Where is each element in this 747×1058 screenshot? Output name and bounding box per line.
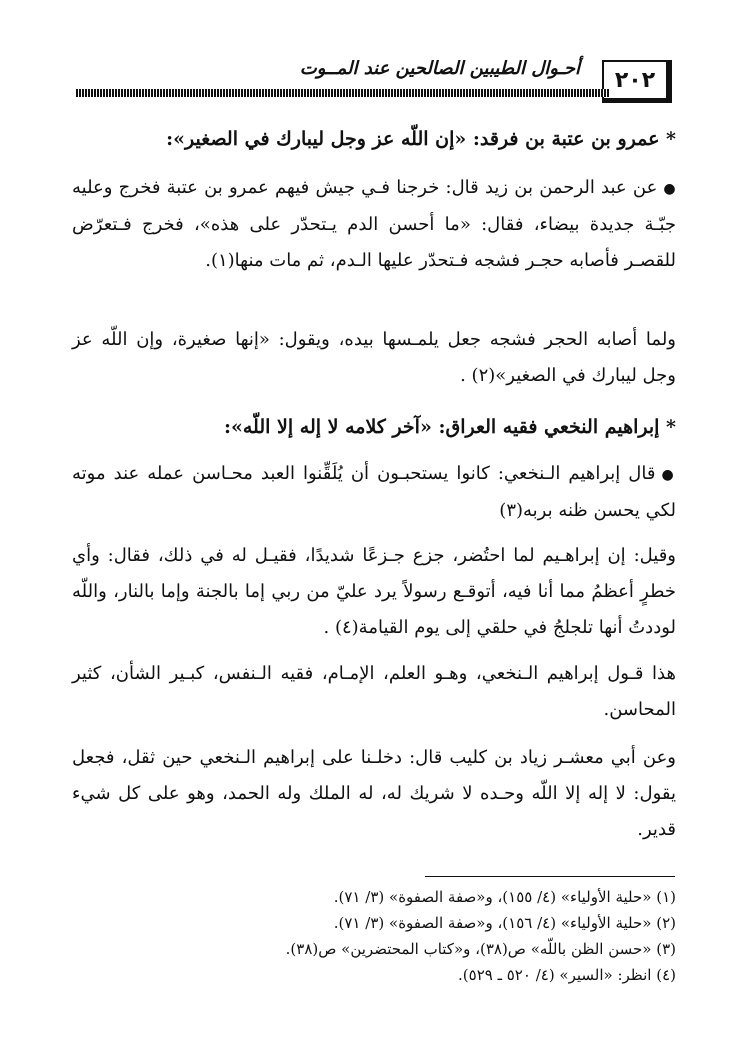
paragraph-text: قال إبراهيم الـنخعي: كانوا يستحبـون أن يُلَقِّنوا العبد محـاسن عمله عند موته لكي يحسن ظنه بربه(٣): [72, 463, 676, 521]
page-header: [70, 52, 676, 102]
page-number: ٢٠٢: [602, 60, 672, 103]
paragraph-text: وقيل: إن إبراهـيم لما احتُضر، جزع جـزعًا شديدًا، فقيـل له في ذلك، فقال: وأي خطرٍ أعظمُ مما أنا فيه، أتوقـع رسولاً يرد عليّ من ربي إما بالجنة وإما بالنار، واللّه لوددتُ أنها تلجلجُ في حلقي إلى يوم القيامة(٤) .: [72, 545, 676, 638]
footnote: (٢) «حلية الأولياء» (٤/ ١٥٦)، و«صفة الصفوة» (٣/ ٧١).: [333, 914, 676, 932]
paragraph-text: عن عبد الرحمن بن زيد قال: خرجنا فـي جيش فيهم عمرو بن عتبة فخرج وعليه جبّـة جديدة بيضاء، فقال: «ما أحسن الدم يـتحدّر على هذه»، فخرج فـتعرّض للقصـر فأصابه حجـر فشجه فـتحدّر عليها الـدم، ثم مات منها(١).: [72, 177, 676, 271]
section-1-heading-block: [72, 122, 676, 156]
section-heading: * إبراهيم النخعي فقيه العراق: «آخر كلامه لا إله إلا اللّه»:: [223, 416, 676, 438]
paragraph-text: وعن أبي معشـر زياد بن كليب قال: دخلـنا على إبراهيم الـنخعي حين ثقل، فجعل يقول: لا إله إلا اللّه وحـده لا شريك له، له الملك وله الحمد، وهو على كل شيء قدير.: [72, 747, 676, 840]
bullet-icon: ●: [663, 181, 677, 197]
header-rule: [76, 89, 610, 97]
section-2-para-3: [72, 656, 676, 728]
footnotes: [72, 884, 676, 988]
section-2-heading-block: [72, 410, 676, 444]
footnote: (٤) انظر: «السير» (٤/ ٥٢٠ ـ ٥٢٩).: [458, 966, 676, 984]
section-2-para-4: [72, 740, 676, 848]
footnote: (٣) «حسن الظن باللّه» ص(٣٨)، و«كتاب المحتضرين» ص(٣٨).: [285, 940, 676, 958]
paragraph-text: هذا قـول إبراهيم الـنخعي، وهـو العلم، الإمـام، فقيه الـنفس، كبـير الشأن، كثير المحاسن.: [72, 663, 676, 720]
section-2-para-2: [72, 538, 676, 646]
section-2-para-1: [72, 456, 676, 529]
bullet-icon: ●: [661, 467, 676, 483]
section-heading: * عمرو بن عتبة بن فرقد: «إن اللّه عز وجل ليبارك في الصغير»:: [166, 128, 676, 150]
paragraph-text: ولما أصابه الحجر فشجه جعل يلمـسها بيده، ويقول: «إنها صغيرة، وإن اللّه عز وجل ليبارك في الصغير»(٢) .: [72, 329, 676, 386]
section-1-para-2: [72, 322, 676, 394]
footnote-separator: [425, 876, 675, 877]
running-title: أحـوال الطيبين الصالحين عند المــوت: [299, 58, 580, 79]
section-1-para-1: [72, 170, 676, 279]
footnote: (١) «حلية الأولياء» (٤/ ١٥٥)، و«صفة الصفوة» (٣/ ٧١).: [333, 888, 676, 906]
